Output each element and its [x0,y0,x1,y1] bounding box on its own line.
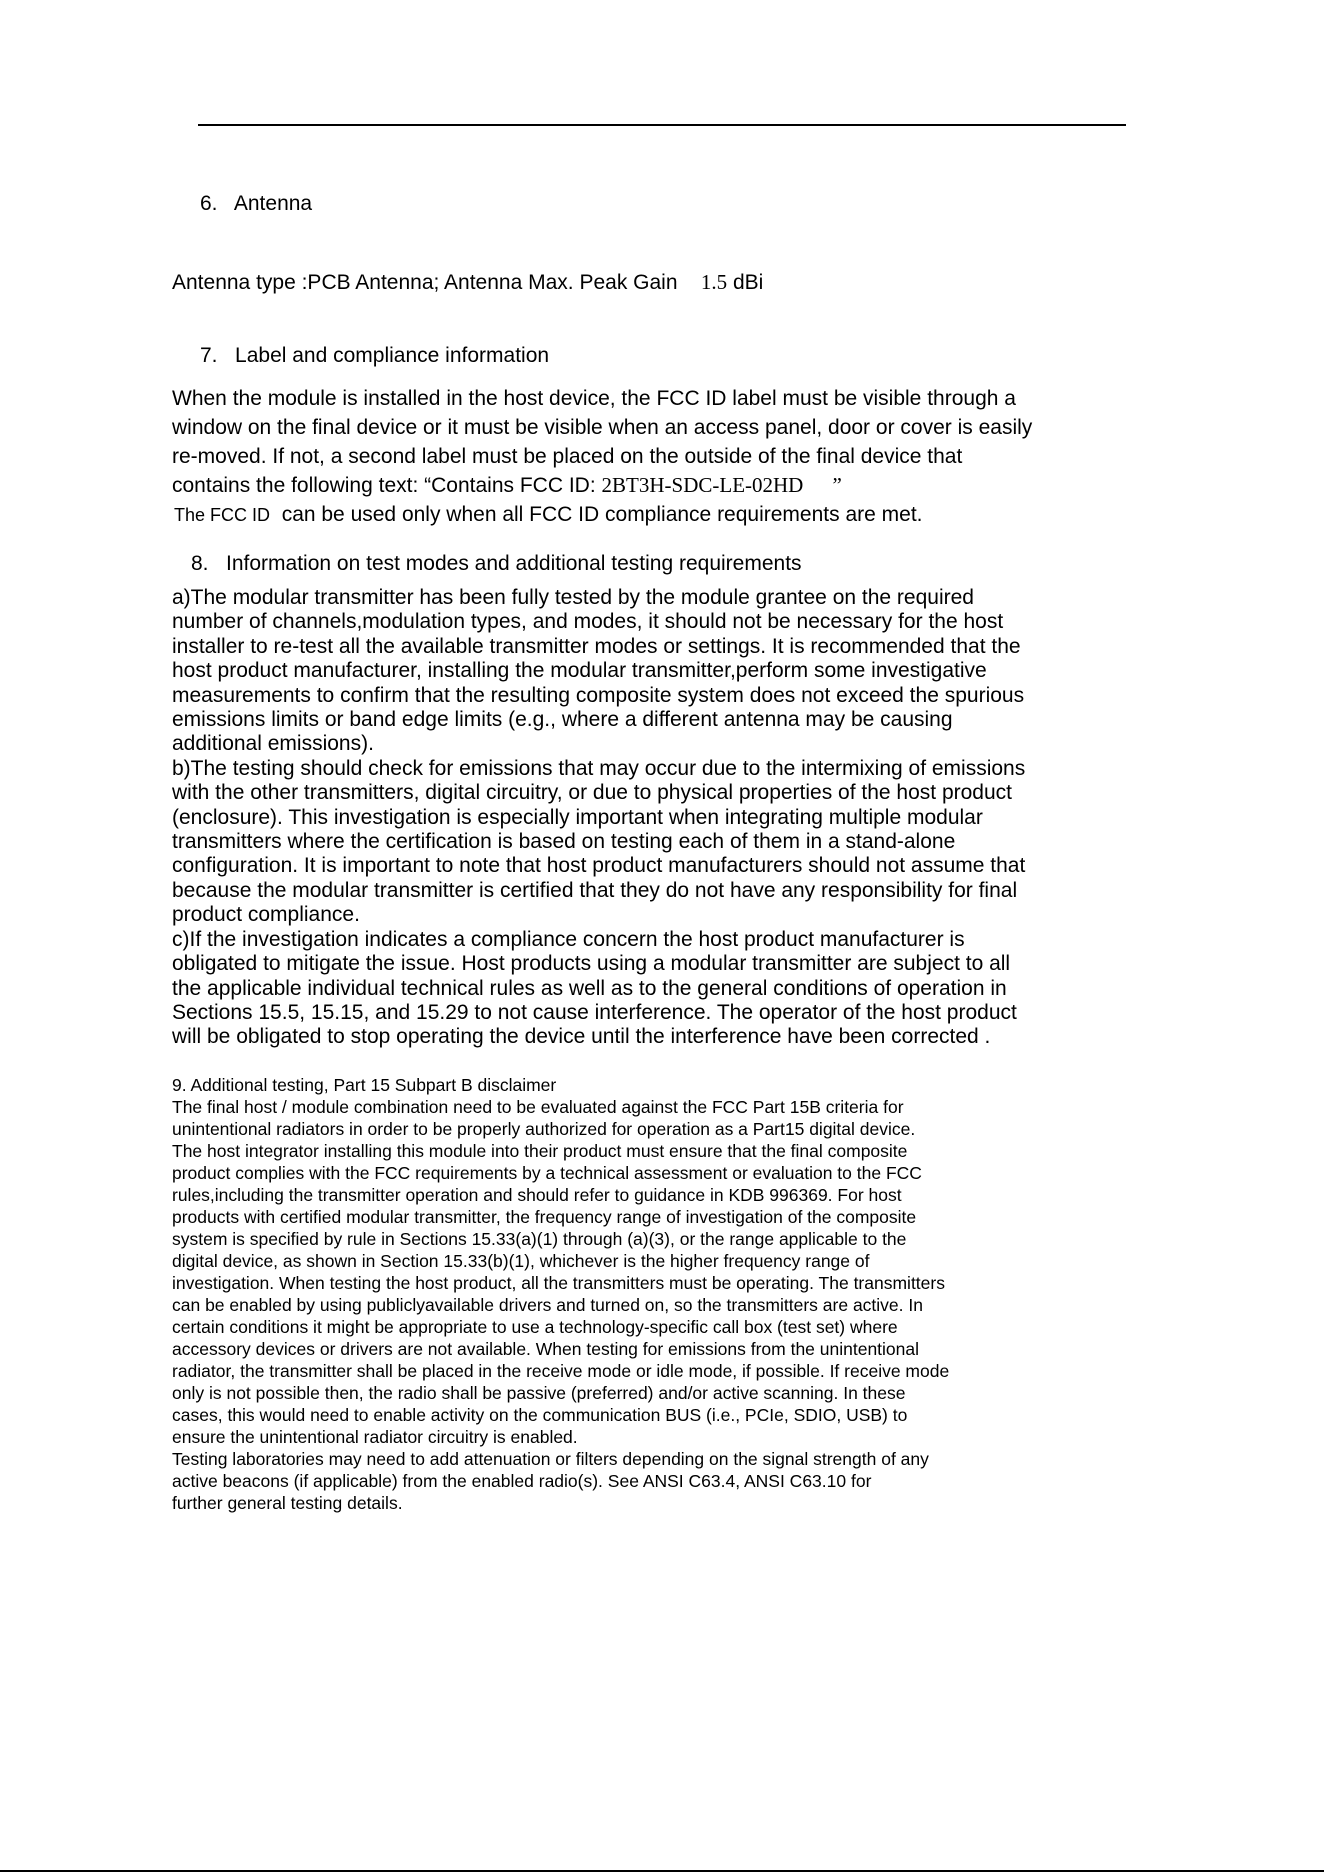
paragraph-line: c)If the investigation indicates a compliance concern the host product manufacturer is [172,927,965,951]
paragraph-line: with the other transmitters, digital circuitry, or due to physical properties of the host product [172,781,1012,805]
paragraph-line: The host integrator installing this module into their product must ensure that the final composite [172,1141,908,1161]
paragraph-line: The final host / module combination need to be evaluated against the FCC Part 15B criteria for [172,1097,904,1117]
fcc-id-note-text: can be used only when all FCC ID compliance requirements are met. [281,503,923,526]
section-7-number: 7. [200,344,218,367]
paragraph-line: number of channels,modulation types, and modes, it should not be necessary for the host [172,610,1004,634]
closing-quote: ” [832,473,842,497]
paragraph-line: When the module is installed in the host device, the FCC ID label must be visible through a [172,387,1016,410]
fcc-id-note-prefix: The FCC ID [174,505,271,525]
paragraph-line: investigation. When testing the host product, all the transmitters must be operating. The transmitters [172,1273,945,1293]
paragraph-line: additional emissions). [172,732,374,756]
section-8-body [172,586,1025,1050]
fcc-id-note [174,500,923,530]
paragraph-line: because the modular transmitter is certified that they do not have any responsibility for final [172,878,1018,902]
antenna-type-text: Antenna type :PCB Antenna; Antenna Max. Peak Gain [172,271,678,294]
paragraph-line: system is specified by rule in Sections 15.33(a)(1) through (a)(3), or the range applicable to the [172,1229,907,1249]
section-9-heading: 9. Additional testing, Part 15 Subpart B disclaimer [172,1075,557,1095]
paragraph-line: active beacons (if applicable) from the enabled radio(s). See ANSI C63.4, ANSI C63.10 for [172,1471,872,1491]
antenna-gain-value: 1.5 [700,270,728,294]
paragraph-line: ensure the unintentional radiator circuitry is enabled. [172,1427,578,1447]
paragraph-line: can be enabled by using publiclyavailable drivers and turned on, so the transmitters are active. In [172,1295,923,1315]
paragraph-line: further general testing details. [172,1493,403,1513]
section-6-number: 6. [200,192,218,215]
fcc-id-value: 2BT3H-SDC-LE-02HD [601,473,804,497]
paragraph-line: configuration. It is important to note that host product manufacturers should not assume that [172,854,1026,878]
section-6-title: Antenna [233,192,313,215]
paragraph-line: product compliance. [172,903,360,927]
paragraph-line: will be obligated to stop operating the device until the interference have been corrected . [172,1025,991,1049]
section-6-heading [200,192,312,216]
paragraph-line: (enclosure). This investigation is especially important when integrating multiple modular [172,805,983,829]
section-9-body [172,1074,949,1514]
paragraph-line: b)The testing should check for emissions that may occur due to the intermixing of emissions [172,756,1026,780]
header-rule [198,124,1126,126]
paragraph-line: radiator, the transmitter shall be placed in the receive mode or idle mode, if possible. If receive mode [172,1361,950,1381]
paragraph-line: the applicable individual technical rules as well as to the general conditions of operation in [172,976,1007,1000]
paragraph-line: emissions limits or band edge limits (e.g., where a different antenna may be causing [172,708,953,732]
contains-fcc-id-line [172,471,1032,500]
section-8-title: Information on test modes and additional testing requirements [226,552,802,575]
paragraph-line: re-moved. If not, a second label must be placed on the outside of the final device that [172,445,963,468]
paragraph-line: transmitters where the certification is based on testing each of them in a stand-alone [172,830,956,854]
section-7-title: Label and compliance information [235,344,550,367]
paragraph-line: certain conditions it might be appropriate to use a technology-specific call box (test set) where [172,1317,898,1337]
paragraph-line: Sections 15.5, 15.15, and 15.29 to not cause interference. The operator of the host product [172,1000,1017,1024]
section-8-number: 8. [191,552,209,575]
paragraph-line: only is not possible then, the radio shall be passive (preferred) and/or active scanning. In these [172,1383,906,1403]
paragraph-line: unintentional radiators in order to be properly authorized for operation as a Part15 digital device. [172,1119,916,1139]
paragraph-line: rules,including the transmitter operation and should refer to guidance in KDB 996369. For host [172,1185,902,1205]
section-7-body [172,384,1032,500]
paragraph-line: cases, this would need to enable activity on the communication BUS (i.e., PCIe, SDIO, USB) to [172,1405,908,1425]
paragraph-line: a)The modular transmitter has been fully tested by the module grantee on the required [172,586,974,609]
antenna-info [172,268,763,297]
paragraph-line: product complies with the FCC requirements by a technical assessment or evaluation to the FCC [172,1163,922,1183]
paragraph-line: products with certified modular transmitter, the frequency range of investigation of the composite [172,1207,917,1227]
antenna-gain-unit: dBi [732,271,764,294]
section-7-heading [200,344,549,368]
contains-prefix: contains the following text: “Contains FCC ID: [172,474,596,497]
paragraph-line: Testing laboratories may need to add attenuation or filters depending on the signal strength of any [172,1449,929,1469]
paragraph-line: window on the final device or it must be visible when an access panel, door or cover is easily [172,416,1033,439]
paragraph-line: obligated to mitigate the issue. Host products using a modular transmitter are subject to all [172,952,1011,976]
paragraph-line: host product manufacturer, installing the modular transmitter,perform some investigative [172,659,987,683]
paragraph-line: digital device, as shown in Section 15.33(b)(1), whichever is the higher frequency range of [172,1251,870,1271]
paragraph-line: accessory devices or drivers are not available. When testing for emissions from the unintentional [172,1339,920,1359]
paragraph-line: installer to re-test all the available transmitter modes or settings. It is recommended that the [172,634,1021,658]
paragraph-line: measurements to confirm that the resulting composite system does not exceed the spurious [172,683,1025,707]
section-8-heading [191,552,802,576]
